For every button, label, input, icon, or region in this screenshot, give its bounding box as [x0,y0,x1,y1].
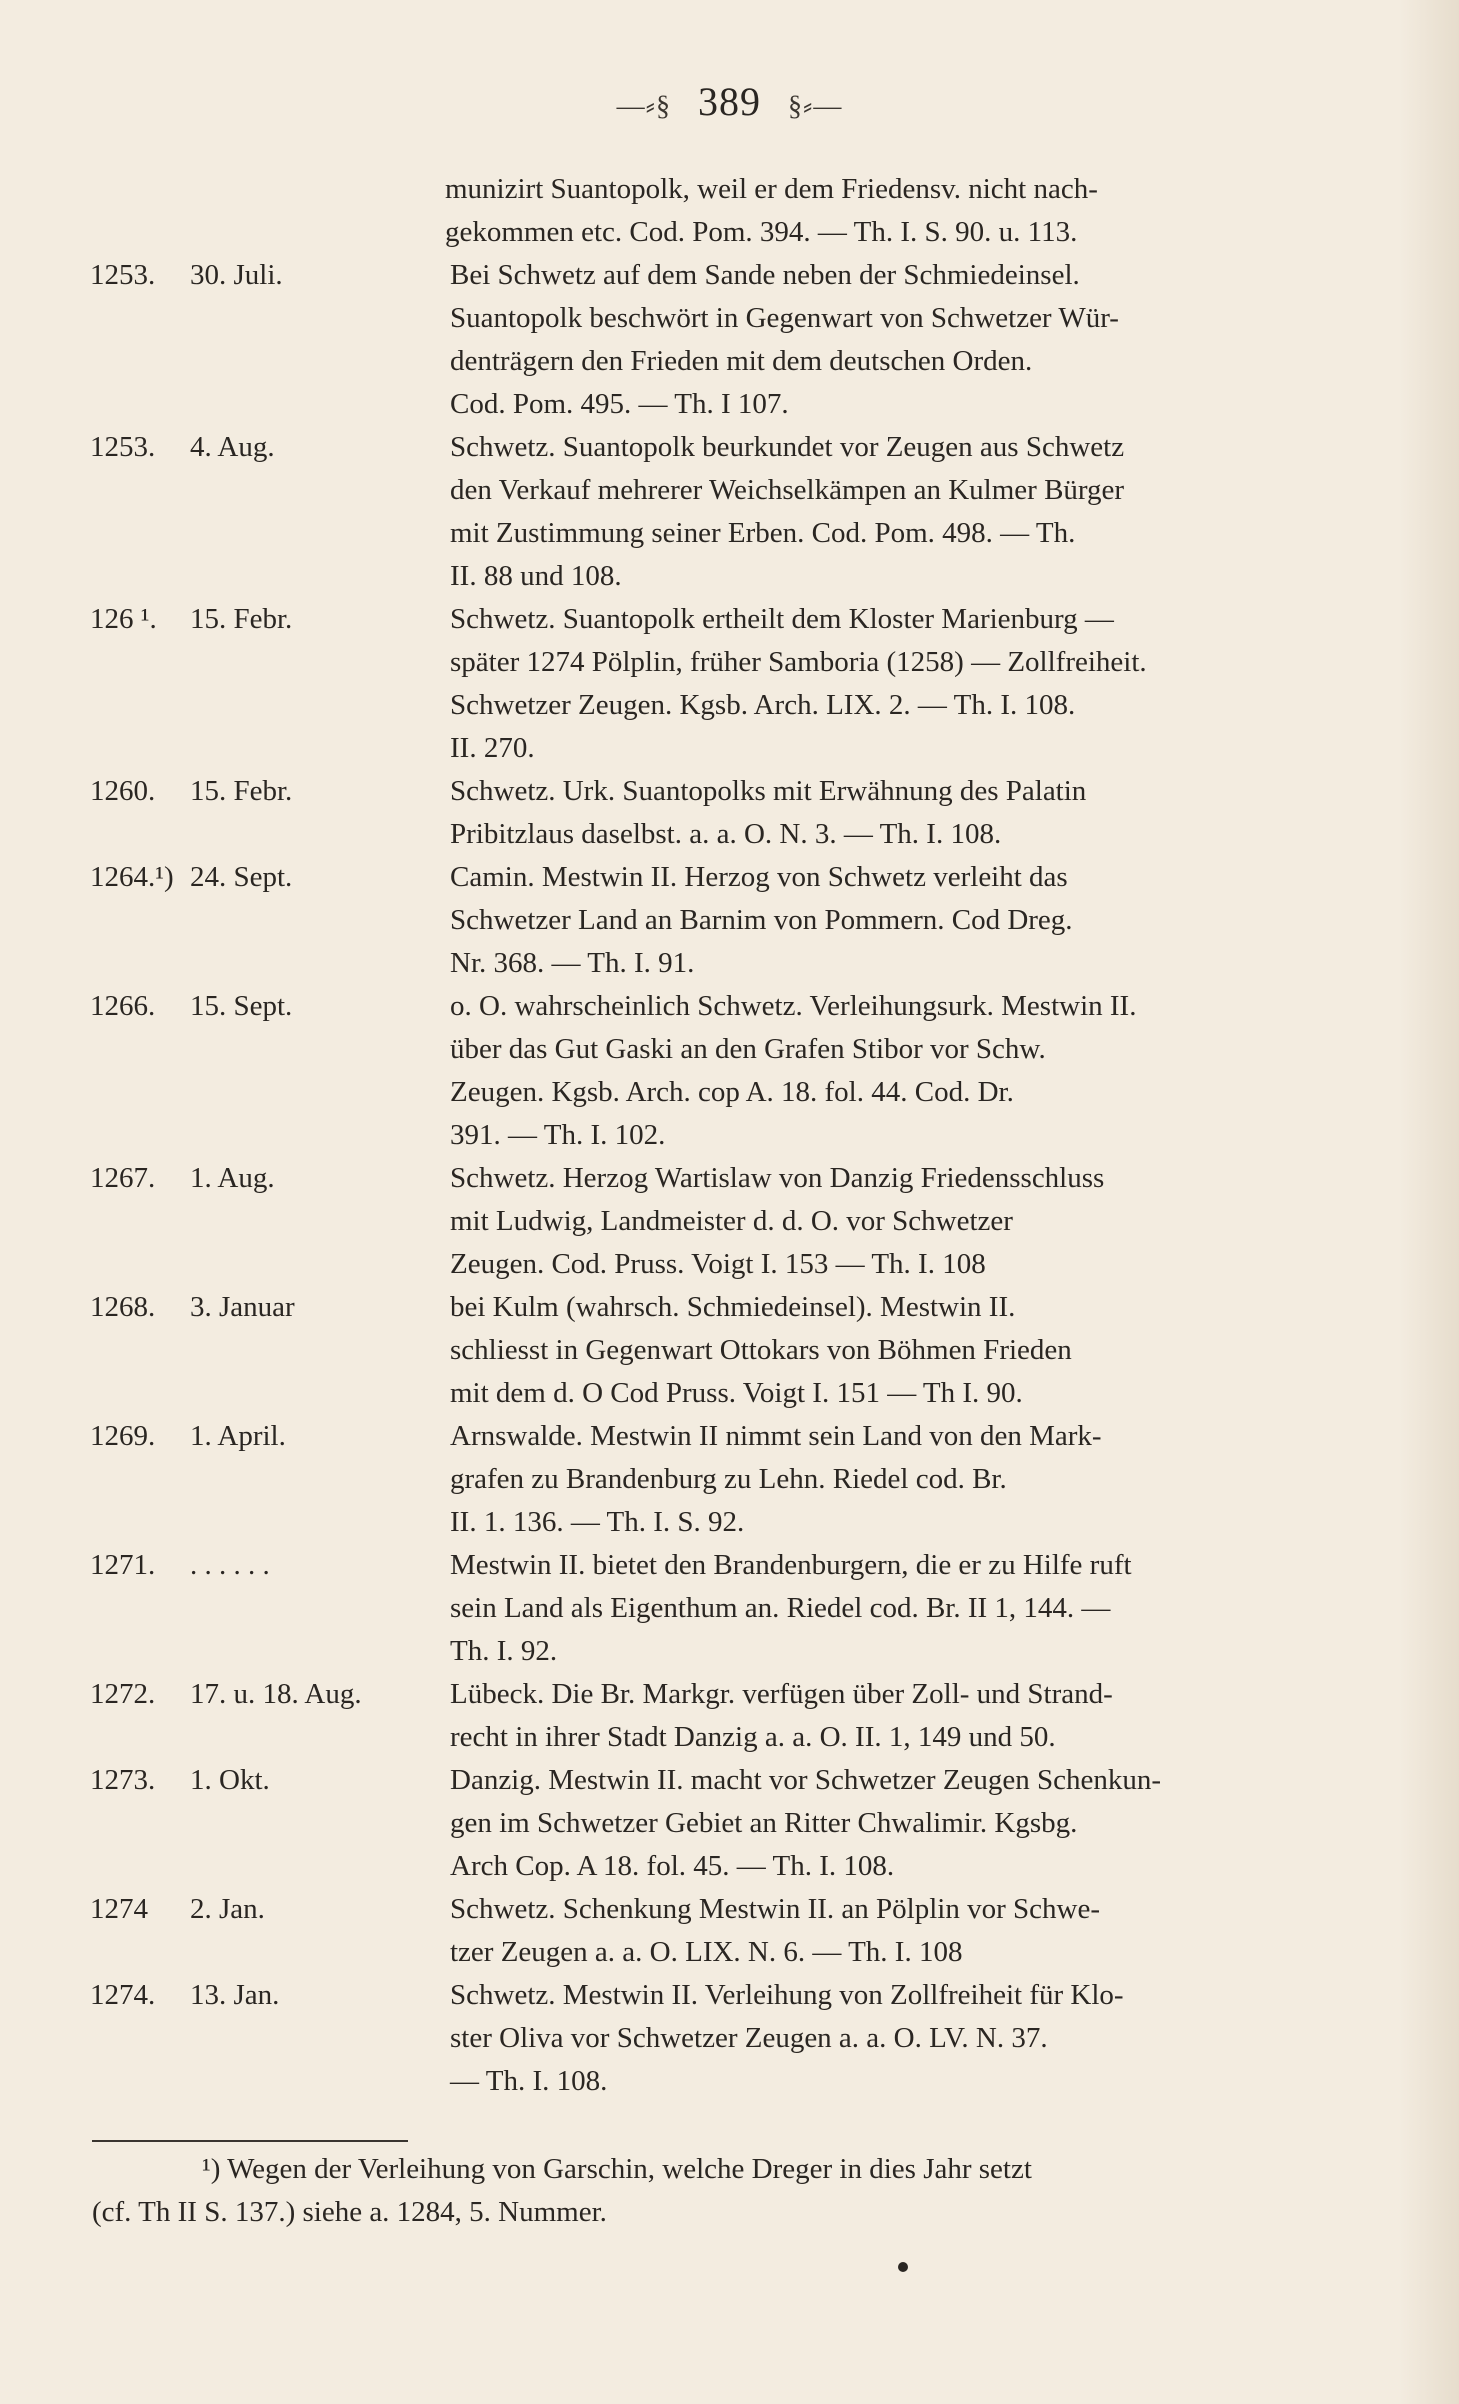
entry-year: 1253. [90,431,156,463]
entry-date: 1. Aug. [190,1162,275,1194]
entry-text-line: mit Zustimmung seiner Erben. Cod. Pom. 498. — Th. [450,517,1076,549]
entry-date: 4. Aug. [190,431,275,463]
entry-year: 1267. [90,1162,156,1194]
entry-text-line: II. 88 und 108. [450,560,622,592]
entry-text-line: Schwetzer Land an Barnim von Pommern. Cod Dreg. [450,904,1073,936]
footnote-line: ¹) Wegen der Verleihung von Garschin, welche Dreger in dies Jahr setzt [202,2153,1032,2185]
chronology-entry [0,985,1459,1157]
entry-text [450,598,1330,770]
entry-text-line: Nr. 368. — Th. I. 91. [450,947,695,979]
entry-text [450,985,1330,1157]
entry-text-line: mit Ludwig, Landmeister d. d. O. vor Schwetzer [450,1205,1013,1237]
entry-text-line: Schwetz. Mestwin II. Verleihung von Zollfreiheit für Klo- [450,1979,1124,2011]
entry-text-line: denträgern den Frieden mit dem deutschen Orden. [450,345,1033,377]
entry-text [450,1673,1330,1759]
entry-year: 1274. [90,1979,156,2011]
entry-text [450,1286,1330,1415]
entry-year: 1253. [90,259,156,291]
entry-text-line: bei Kulm (wahrsch. Schmiedeinsel). Mestwin II. [450,1291,1016,1323]
chronology-entry [0,856,1459,985]
entry-text [450,856,1330,985]
entry-text-line: Suantopolk beschwört in Gegenwart von Schwetzer Wür- [450,302,1119,334]
entry-text-line: Lübeck. Die Br. Markgr. verfügen über Zoll- und Strand- [450,1678,1113,1710]
entry-text-line: Pribitzlaus daselbst. a. a. O. N. 3. — Th. I. 108. [450,818,1002,850]
entry-text [450,254,1330,426]
entry-year: 1272. [90,1678,156,1710]
entry-date: 24. Sept. [190,861,293,893]
entry-date: 13. Jan. [190,1979,280,2011]
entry-text-line: recht in ihrer Stadt Danzig a. a. O. II. 1, 149 und 50. [450,1721,1056,1753]
entry-text-line: gen im Schwetzer Gebiet an Ritter Chwalimir. Kgsbg. [450,1807,1078,1839]
footnote-rule [92,2140,408,2142]
footnote-line: (cf. Th II S. 137.) siehe a. 1284, 5. Nummer. [92,2196,607,2228]
entry-text-line: Schwetz. Suantopolk beurkundet vor Zeugen aus Schwetz [450,431,1125,463]
entry-text [450,1544,1330,1673]
entry-date: 15. Febr. [190,775,293,807]
entry-year: 1260. [90,775,156,807]
entry-text-line: Schwetzer Zeugen. Kgsb. Arch. LIX. 2. — Th. I. 108. [450,689,1076,721]
entry-year: 1271. [90,1549,156,1581]
entry-text-line: Camin. Mestwin II. Herzog von Schwetz verleiht das [450,861,1068,893]
entry-text [450,1888,1330,1974]
entry-date: 15. Febr. [190,603,293,635]
entry-text-line: Bei Schwetz auf dem Sande neben der Schmiedeinsel. [450,259,1080,291]
entry-text-line: Th. I. 92. [450,1635,558,1667]
chronology-entry [0,1286,1459,1415]
entry-text-line: gekommen etc. Cod. Pom. 394. — Th. I. S. 90. u. 113. [445,216,1078,248]
entry-text-line: Schwetz. Urk. Suantopolks mit Erwähnung des Palatin [450,775,1087,807]
entry-year: 126 ¹. [90,603,157,635]
entry-text-line: Schwetz. Schenkung Mestwin II. an Pölplin vor Schwe- [450,1893,1100,1925]
entry-text-line: Schwetz. Herzog Wartislaw von Danzig Friedensschluss [450,1162,1105,1194]
chronology-list [0,168,1459,2103]
entry-text-line: grafen zu Brandenburg zu Lehn. Riedel cod. Br. [450,1463,1007,1495]
entry-year: 1266. [90,990,156,1022]
entry-text [445,168,1325,254]
entry-text-line: II. 1. 136. — Th. I. S. 92. [450,1506,745,1538]
entry-date: 15. Sept. [190,990,293,1022]
entry-year: 1268. [90,1291,156,1323]
entry-text-line: später 1274 Pölplin, früher Samboria (1258) — Zollfreiheit. [450,646,1147,678]
entry-text-line: Zeugen. Cod. Pruss. Voigt I. 153 — Th. I. 108 [450,1248,986,1280]
entry-date: 2. Jan. [190,1893,265,1925]
entry-text [450,1157,1330,1286]
chronology-entry [0,1544,1459,1673]
chronology-entry [0,1888,1459,1974]
entry-text [450,1415,1330,1544]
chronology-entry [0,1974,1459,2103]
entry-text-line: munizirt Suantopolk, weil er dem Friedensv. nicht nach- [445,173,1098,205]
entry-text-line: tzer Zeugen a. a. O. LIX. N. 6. — Th. I. 108 [450,1936,963,1968]
entry-date: 1. Okt. [190,1764,270,1796]
entry-text-line: Zeugen. Kgsb. Arch. cop A. 18. fol. 44. Cod. Dr. [450,1076,1014,1108]
chronology-entry [0,770,1459,856]
entry-text-line: über das Gut Gaski an den Grafen Stibor vor Schw. [450,1033,1046,1065]
header-ornament-right: §⸗— [788,91,843,122]
chronology-entry [0,1415,1459,1544]
entry-text-line: sein Land als Eigenthum an. Riedel cod. Br. II 1, 144. — [450,1592,1111,1624]
entry-text [450,770,1330,856]
entry-text-line: II. 270. [450,732,535,764]
entry-text-line: — Th. I. 108. [450,2065,608,2097]
entry-date: 30. Juli. [190,259,283,291]
entry-text-line: Arnswalde. Mestwin II nimmt sein Land von den Mark- [450,1420,1102,1452]
chronology-entry [0,598,1459,770]
entry-text-line: Schwetz. Suantopolk ertheilt dem Kloster Marienburg — [450,603,1114,635]
chronology-entry [0,1759,1459,1888]
page-number: 389 [698,79,761,124]
entry-date: 17. u. 18. Aug. [190,1678,362,1710]
entry-date: 1. April. [190,1420,286,1452]
entry-text-line: Cod. Pom. 495. — Th. I 107. [450,388,789,420]
entry-text-line: schliesst in Gegenwart Ottokars von Böhmen Frieden [450,1334,1072,1366]
header-ornament-left: —⸗§ [616,91,671,122]
entry-year: 1274 [90,1893,148,1925]
chronology-entry [0,1157,1459,1286]
chronology-entry [0,254,1459,426]
entry-text-line: den Verkauf mehrerer Weichselkämpen an Kulmer Bürger [450,474,1125,506]
entry-text-line: Mestwin II. bietet den Brandenburgern, die er zu Hilfe ruft [450,1549,1132,1581]
entry-year: 1264.¹) [90,861,174,893]
entry-date: 3. Januar [190,1291,295,1323]
entry-text [450,1974,1330,2103]
page-header [0,78,1459,125]
entry-text-line: Danzig. Mestwin II. macht vor Schwetzer Zeugen Schenkun- [450,1764,1162,1796]
entry-text-line: o. O. wahrscheinlich Schwetz. Verleihungsurk. Mestwin II. [450,990,1137,1022]
chronology-entry [0,426,1459,598]
entry-text-line: mit dem d. O Cod Pruss. Voigt I. 151 — Th I. 90. [450,1377,1023,1409]
entry-year: 1273. [90,1764,156,1796]
footnote [92,2148,1342,2234]
entry-text-line: ster Oliva vor Schwetzer Zeugen a. a. O. LV. N. 37. [450,2022,1048,2054]
entry-text-line: Arch Cop. A 18. fol. 45. — Th. I. 108. [450,1850,895,1882]
entry-text-line: 391. — Th. I. 102. [450,1119,666,1151]
entry-year: 1269. [90,1420,156,1452]
entry-text [450,1759,1330,1888]
chronology-entry [0,1673,1459,1759]
ink-mark [898,2262,908,2272]
entry-text [450,426,1330,598]
entry-date: . . . . . . [190,1549,270,1581]
chronology-entry [0,168,1459,254]
